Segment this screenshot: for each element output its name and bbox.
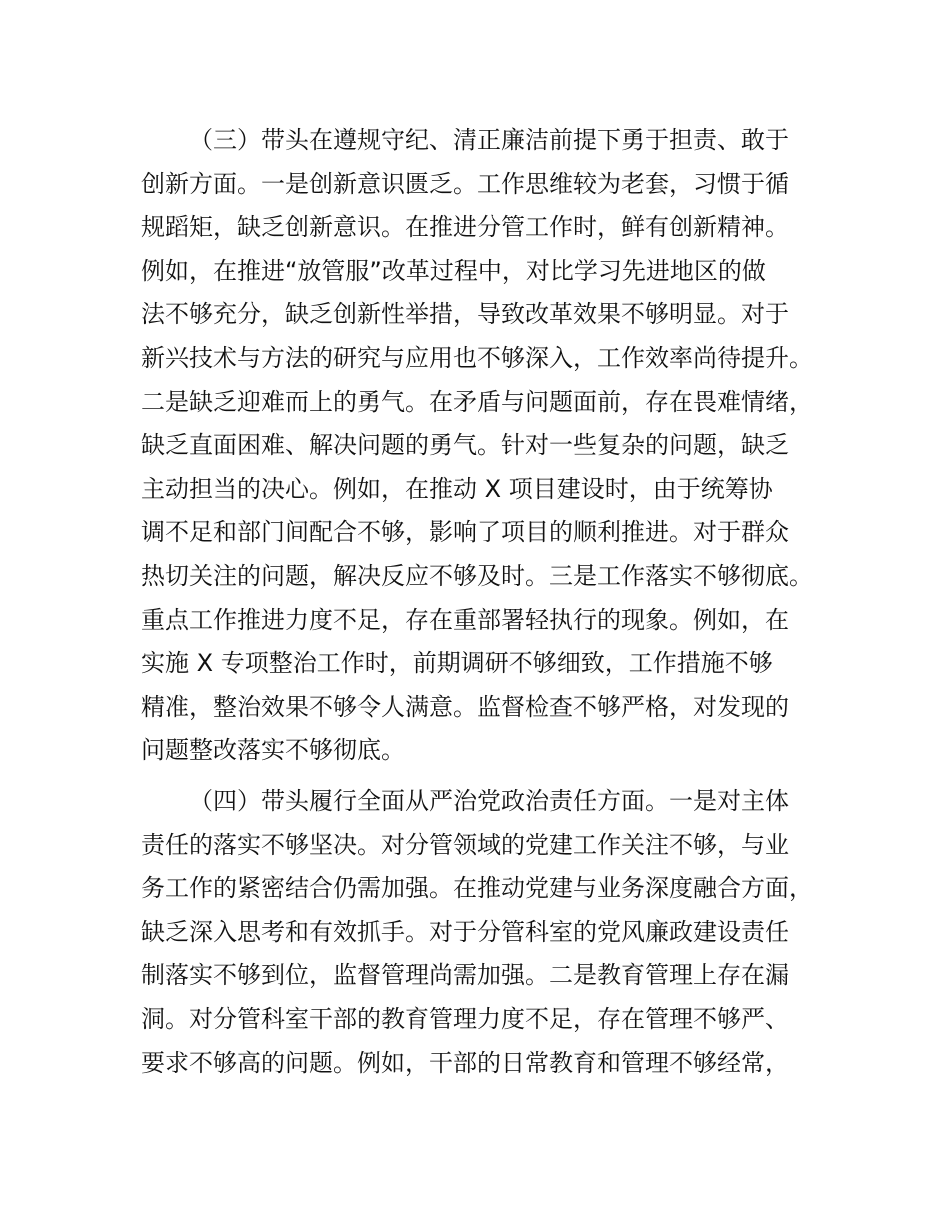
paragraph-line: 要求不够高的问题。例如，干部的日常教育和管理不够经常， xyxy=(141,1048,789,1077)
paragraph-line: 法不够充分，缺乏创新性举措，导致改革效果不够明显。对于 xyxy=(141,300,789,329)
paragraph-line: 缺乏直面困难、解决问题的勇气。针对一些复杂的问题，缺乏 xyxy=(141,431,789,460)
paragraph-line: 重点工作推进力度不足，存在重部署轻执行的现象。例如，在 xyxy=(141,605,789,634)
paragraph-section-4 xyxy=(141,780,841,1085)
paragraph-line: 精准，整治效果不够令人满意。监督检查不够严格，对发现的 xyxy=(141,692,789,721)
paragraph-line: 二是缺乏迎难而上的勇气。在矛盾与问题面前，存在畏难情绪， xyxy=(141,387,813,416)
paragraph-line: 创新方面。一是创新意识匮乏。工作思维较为老套，习惯于循 xyxy=(141,169,789,198)
paragraph-line: 主动担当的决心。例如，在推动 X 项目建设时，由于统筹协 xyxy=(141,474,773,503)
paragraph-line: 调不足和部门间配合不够，影响了项目的顺利推进。对于群众 xyxy=(141,518,789,547)
paragraph-line: 制落实不够到位，监督管理尚需加强。二是教育管理上存在漏 xyxy=(141,961,789,990)
paragraph-line: 缺乏深入思考和有效抓手。对于分管科室的党风廉政建设责任 xyxy=(141,917,789,946)
paragraph-line: 规蹈矩，缺乏创新意识。在推进分管工作时，鲜有创新精神。 xyxy=(141,213,789,242)
paragraph-line: （四）带头履行全面从严治党政治责任方面。一是对主体 xyxy=(189,787,789,815)
paragraph-line: 务工作的紧密结合仍需加强。在推动党建与业务深度融合方面， xyxy=(141,874,813,903)
paragraph-line: 热切关注的问题，解决反应不够及时。三是工作落实不够彻底。 xyxy=(141,561,813,590)
paragraph-line: 问题整改落实不够彻底。 xyxy=(141,736,405,765)
paragraph-line: 洞。对分管科室干部的教育管理力度不足，存在管理不够严、 xyxy=(141,1004,789,1033)
paragraph-section-3 xyxy=(141,119,841,773)
paragraph-line: 实施 X 专项整治工作时，前期调研不够细致，工作措施不够 xyxy=(141,649,773,678)
paragraph-line: 例如，在推进“放管服”改革过程中，对比学习先进地区的做 xyxy=(141,256,766,285)
paragraph-line: 新兴技术与方法的研究与应用也不够深入，工作效率尚待提升。 xyxy=(141,343,813,372)
paragraph-line: 责任的落实不够坚决。对分管领域的党建工作关注不够，与业 xyxy=(141,830,789,859)
paragraph-line: （三）带头在遵规守纪、清正廉洁前提下勇于担责、敢于 xyxy=(189,126,789,154)
